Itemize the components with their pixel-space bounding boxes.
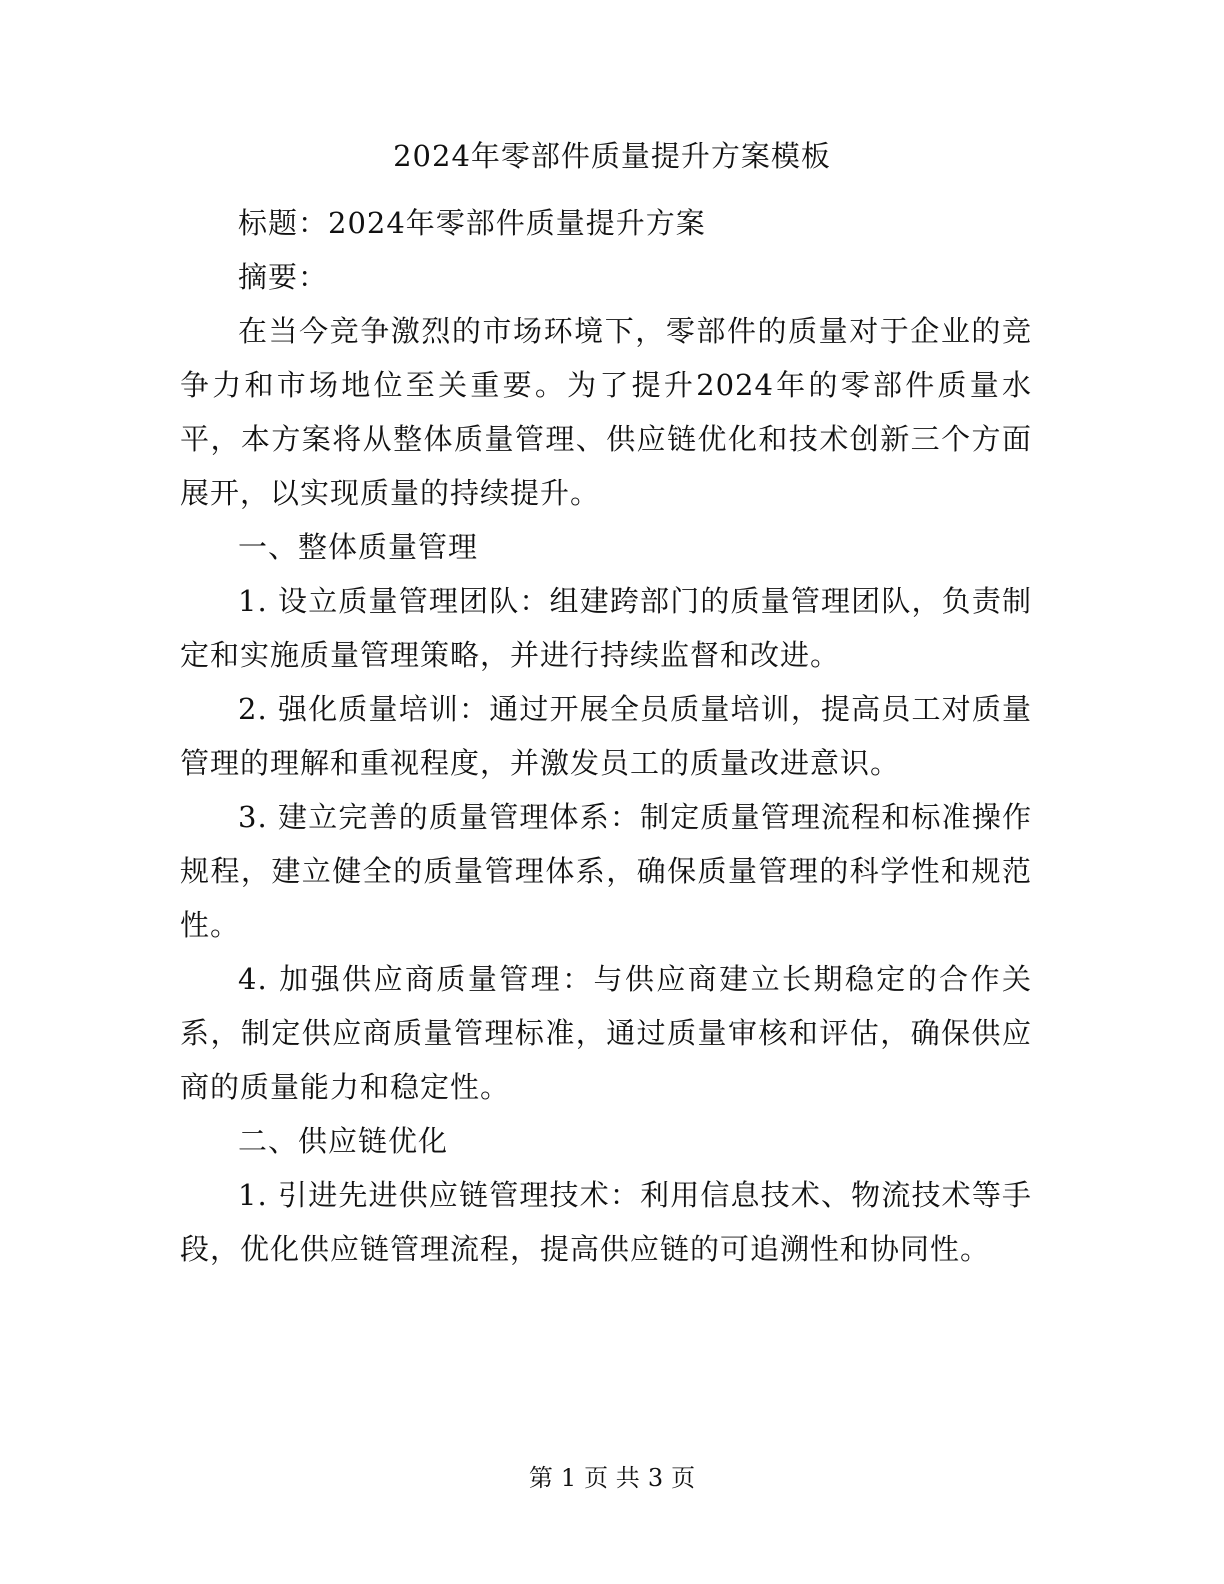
current-page-number: 1 (560, 1464, 577, 1492)
abstract-paragraph: 在当今竞争激烈的市场环境下，零部件的质量对于企业的竞争力和市场地位至关重要。为了提升2024年的零部件质量水平，本方案将从整体质量管理、供应链优化和技术创新三个方面展开，以实现质量的持续提升。 (180, 314, 1032, 510)
section-heading-2: 二、供应链优化 (238, 1124, 449, 1158)
heading-title-line: 标题：2024年零部件质量提升方案 (238, 206, 706, 240)
heading-abstract: 摘要： (238, 260, 329, 294)
page-label-prefix: 第 (528, 1464, 553, 1492)
total-pages-number: 3 (647, 1464, 664, 1492)
page-footer (0, 1462, 1224, 1494)
page-label-suffix: 页 (671, 1464, 696, 1492)
list-item: 1. 设立质量管理团队：组建跨部门的质量管理团队，负责制定和实施质量管理策略，并进行持续监督和改进。 (180, 584, 1032, 672)
list-item: 1. 引进先进供应链管理技术：利用信息技术、物流技术等手段，优化供应链管理流程，提高供应链的可追溯性和协同性。 (180, 1178, 1032, 1266)
document-title: 2024年零部件质量提升方案模板 (393, 139, 831, 173)
section-heading-1: 一、整体质量管理 (238, 530, 479, 564)
list-item: 4. 加强供应商质量管理：与供应商建立长期稳定的合作关系，制定供应商质量管理标准，通过质量审核和评估，确保供应商的质量能力和稳定性。 (180, 962, 1032, 1104)
document-body (180, 196, 1032, 1276)
list-item: 2. 强化质量培训：通过开展全员质量培训，提高员工对质量管理的理解和重视程度，并激发员工的质量改进意识。 (180, 692, 1032, 780)
list-item: 3. 建立完善的质量管理体系：制定质量管理流程和标准操作规程，建立健全的质量管理体系，确保质量管理的科学性和规范性。 (180, 800, 1032, 942)
page-label-mid: 页 共 (584, 1464, 640, 1492)
